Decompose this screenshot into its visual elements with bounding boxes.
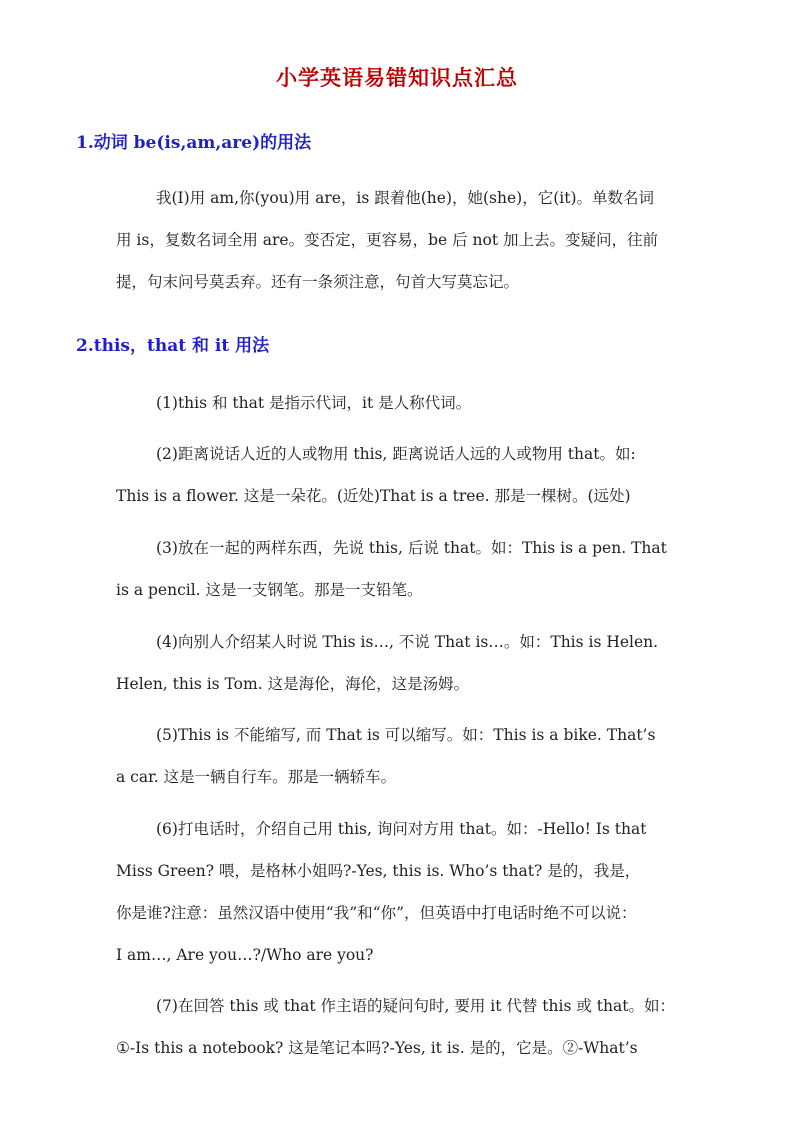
text-line: is a pencil. 这是一支钢笔。那是一支铅笔。	[116, 581, 423, 599]
section-heading-this-that-it: 2.this，that 和 it 用法	[76, 336, 270, 356]
paragraph-item-5	[76, 714, 718, 798]
text-line: (5)This is 不能缩写, 而 That is 可以缩写。如：This is a bike. That’s	[156, 726, 656, 744]
text-line: (1)this 和 that 是指示代词，it 是人称代词。	[156, 394, 472, 412]
text-line: (4)向别人介绍某人时说 This is…, 不说 That is…。如：This is Helen.	[156, 633, 659, 651]
text-line: I am…, Are you…?/Who are you?	[116, 946, 374, 964]
text-line: (3)放在一起的两样东西，先说 this, 后说 that。如：This is a pen. That	[156, 539, 667, 557]
text-line: ①-Is this a notebook? 这是笔记本吗?-Yes, it is. 是的，它是。②-What’s	[116, 1039, 638, 1057]
paragraph-be-rhyme	[76, 177, 718, 303]
section-heading-be-usage: 1.动词 be(is,am,are)的用法	[76, 133, 312, 153]
text-line: Helen, this is Tom. 这是海伦，海伦，这是汤姆。	[116, 675, 470, 693]
text-line: a car. 这是一辆自行车。那是一辆轿车。	[116, 768, 397, 786]
text-line: (6)打电话时，介绍自己用 this, 询问对方用 that。如：-Hello! Is that	[156, 820, 647, 838]
text-line: (7)在回答 this 或 that 作主语的疑问句时, 要用 it 代替 this 或 that。如：	[156, 997, 675, 1015]
text-line: 提，句末问号莫丢弃。还有一条须注意，句首大写莫忘记。	[116, 273, 520, 291]
paragraph-item-3	[76, 527, 718, 611]
paragraph-item-4	[76, 621, 718, 705]
text-line: Miss Green? 喂，是格林小姐吗?-Yes, this is. Who’s that? 是的，我是，	[116, 862, 641, 880]
paragraph-item-6	[76, 808, 718, 976]
document-title: 小学英语易错知识点汇总	[276, 65, 518, 90]
text-line: This is a flower. 这是一朵花。(近处)That is a tree. 那是一棵树。(远处)	[116, 487, 631, 505]
text-line: 我(I)用 am,你(you)用 are，is 跟着他(he)，她(she)，它(it)。单数名词	[156, 189, 654, 207]
paragraph-item-2	[76, 433, 718, 517]
paragraph-item-1	[76, 382, 718, 424]
text-line: 用 is，复数名词全用 are。变否定，更容易，be 后 not 加上去。变疑问，往前	[116, 231, 659, 249]
paragraph-item-7	[76, 985, 718, 1069]
text-line: (2)距离说话人近的人或物用 this, 距离说话人远的人或物用 that。如:	[156, 445, 636, 463]
text-line: 你是谁?注意：虽然汉语中使用“我”和“你”，但英语中打电话时绝不可以说：	[116, 904, 637, 922]
